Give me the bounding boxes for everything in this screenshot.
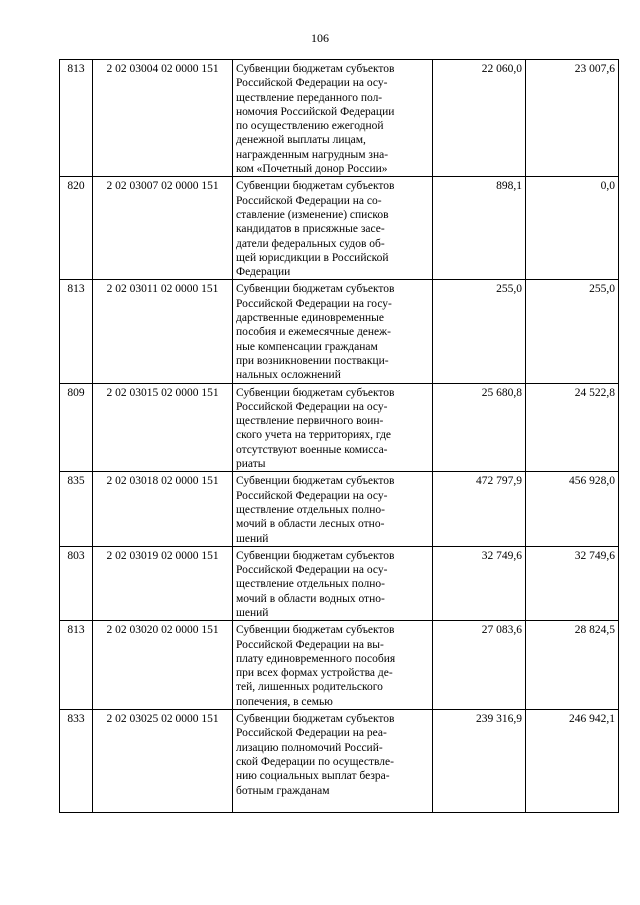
description-line: ского учета на территориях, где bbox=[236, 429, 392, 442]
table-row bbox=[60, 383, 619, 472]
budget-code-cell: 2 02 03015 02 0000 151 bbox=[93, 383, 233, 472]
table-row bbox=[60, 177, 619, 280]
description-line: нию социальных выплат безра- bbox=[236, 770, 390, 783]
budget-code-cell: 2 02 03011 02 0000 151 bbox=[93, 280, 233, 383]
description-line: ные компенсации гражданам bbox=[236, 340, 378, 353]
admin-code-cell: 835 bbox=[60, 472, 93, 546]
description-line: шений bbox=[236, 606, 269, 619]
admin-code-cell: 813 bbox=[60, 621, 93, 710]
amount-year1-cell: 27 083,6 bbox=[433, 621, 526, 710]
description-line: ществление первичного воин- bbox=[236, 415, 384, 428]
budget-code-cell: 2 02 03007 02 0000 151 bbox=[93, 177, 233, 280]
description-line: Российской Федерации на реа- bbox=[236, 727, 387, 740]
description-line: Субвенции бюджетам субъектов bbox=[236, 283, 395, 296]
amount-year1-cell: 472 797,9 bbox=[433, 472, 526, 546]
description-line: денежной выплаты лицам, bbox=[236, 134, 366, 147]
budget-table bbox=[59, 59, 619, 813]
description-cell bbox=[233, 383, 433, 472]
amount-year2-cell: 246 942,1 bbox=[526, 710, 619, 813]
description-line: дарственные единовременные bbox=[236, 312, 384, 325]
admin-code-cell: 813 bbox=[60, 280, 93, 383]
description-line: Российской Федерации на осу- bbox=[236, 400, 388, 413]
amount-year2-cell: 255,0 bbox=[526, 280, 619, 383]
description-line: ществление отдельных полно- bbox=[236, 503, 385, 516]
description-cell bbox=[233, 472, 433, 546]
description-line: ботным гражданам bbox=[236, 784, 330, 797]
description-line: пособия и ежемесячные денеж- bbox=[236, 326, 391, 339]
description-cell bbox=[233, 60, 433, 177]
description-line: нальных осложнений bbox=[236, 369, 341, 382]
description-line: попечения, в семью bbox=[236, 695, 333, 708]
table-row bbox=[60, 280, 619, 383]
description-line: при возникновении поствакци- bbox=[236, 354, 389, 367]
description-cell bbox=[233, 710, 433, 813]
description-line: Субвенции бюджетам субъектов bbox=[236, 713, 395, 726]
description-line: ставление (изменение) списков bbox=[236, 208, 389, 221]
budget-code-cell: 2 02 03019 02 0000 151 bbox=[93, 546, 233, 620]
description-line: шений bbox=[236, 532, 269, 545]
admin-code-cell: 813 bbox=[60, 60, 93, 177]
description-line: Российской Федерации на осу- bbox=[236, 489, 388, 502]
description-line: ком «Почетный донор России» bbox=[236, 163, 388, 176]
amount-year1-cell: 239 316,9 bbox=[433, 710, 526, 813]
budget-code-cell: 2 02 03004 02 0000 151 bbox=[93, 60, 233, 177]
description-line: кандидатов в присяжные засе- bbox=[236, 223, 385, 236]
amount-year2-cell: 23 007,6 bbox=[526, 60, 619, 177]
description-line: Субвенции бюджетам субъектов bbox=[236, 63, 395, 75]
amount-year2-cell: 456 928,0 bbox=[526, 472, 619, 546]
table-row bbox=[60, 710, 619, 813]
description-line: Российской Федерации на осу- bbox=[236, 77, 388, 90]
admin-code-cell: 809 bbox=[60, 383, 93, 472]
description-line: отсутствуют военные комисса- bbox=[236, 443, 388, 456]
description-line: лизацию полномочий Россий- bbox=[236, 741, 383, 754]
description-line: мочий в области лесных отно- bbox=[236, 518, 385, 531]
description-line: ществление переданного пол- bbox=[236, 91, 383, 104]
description-line: по осуществлению ежегодной bbox=[236, 120, 384, 133]
description-line: Субвенции бюджетам субъектов bbox=[236, 386, 395, 399]
amount-year1-cell: 898,1 bbox=[433, 177, 526, 280]
description-line: плату единовременного пособия bbox=[236, 652, 396, 665]
table-row bbox=[60, 472, 619, 546]
description-line: номочия Российской Федерации bbox=[236, 105, 395, 118]
description-line: Российской Федерации на со- bbox=[236, 194, 382, 207]
description-cell bbox=[233, 280, 433, 383]
description-line: награжденным нагрудным зна- bbox=[236, 148, 389, 161]
description-line: ской Федерации по осуществле- bbox=[236, 755, 394, 768]
description-line: мочий в области водных отно- bbox=[236, 592, 385, 605]
budget-code-cell: 2 02 03025 02 0000 151 bbox=[93, 710, 233, 813]
description-line: риаты bbox=[236, 458, 266, 471]
description-line: Российской Федерации на госу- bbox=[236, 297, 392, 310]
admin-code-cell: 820 bbox=[60, 177, 93, 280]
budget-table-body bbox=[60, 60, 619, 813]
description-cell bbox=[233, 177, 433, 280]
amount-year1-cell: 22 060,0 bbox=[433, 60, 526, 177]
description-line: Субвенции бюджетам субъектов bbox=[236, 475, 395, 488]
page-number: 106 bbox=[311, 31, 329, 45]
amount-year1-cell: 255,0 bbox=[433, 280, 526, 383]
budget-code-cell: 2 02 03018 02 0000 151 bbox=[93, 472, 233, 546]
table-row bbox=[60, 60, 619, 177]
amount-year2-cell: 0,0 bbox=[526, 177, 619, 280]
description-line: Федерации bbox=[236, 266, 291, 279]
budget-code-cell: 2 02 03020 02 0000 151 bbox=[93, 621, 233, 710]
description-line: Субвенции бюджетам субъектов bbox=[236, 180, 395, 193]
description-line: при всех формах устройства де- bbox=[236, 667, 393, 680]
description-line: Российской Федерации на вы- bbox=[236, 638, 384, 651]
amount-year1-cell: 32 749,6 bbox=[433, 546, 526, 620]
amount-year2-cell: 28 824,5 bbox=[526, 621, 619, 710]
amount-year2-cell: 32 749,6 bbox=[526, 546, 619, 620]
description-line: Субвенции бюджетам субъектов bbox=[236, 624, 395, 637]
description-line: щей юрисдикции в Российской bbox=[236, 251, 389, 264]
amount-year2-cell: 24 522,8 bbox=[526, 383, 619, 472]
amount-year1-cell: 25 680,8 bbox=[433, 383, 526, 472]
table-row bbox=[60, 546, 619, 620]
table-row bbox=[60, 621, 619, 710]
description-line: тей, лишенных родительского bbox=[236, 681, 383, 694]
description-line: Российской Федерации на осу- bbox=[236, 564, 388, 577]
description-line: ществление отдельных полно- bbox=[236, 578, 385, 591]
description-cell bbox=[233, 546, 433, 620]
description-line: датели федеральных судов об- bbox=[236, 237, 385, 250]
description-cell bbox=[233, 621, 433, 710]
admin-code-cell: 803 bbox=[60, 546, 93, 620]
admin-code-cell: 833 bbox=[60, 710, 93, 813]
description-line: Субвенции бюджетам субъектов bbox=[236, 549, 395, 562]
